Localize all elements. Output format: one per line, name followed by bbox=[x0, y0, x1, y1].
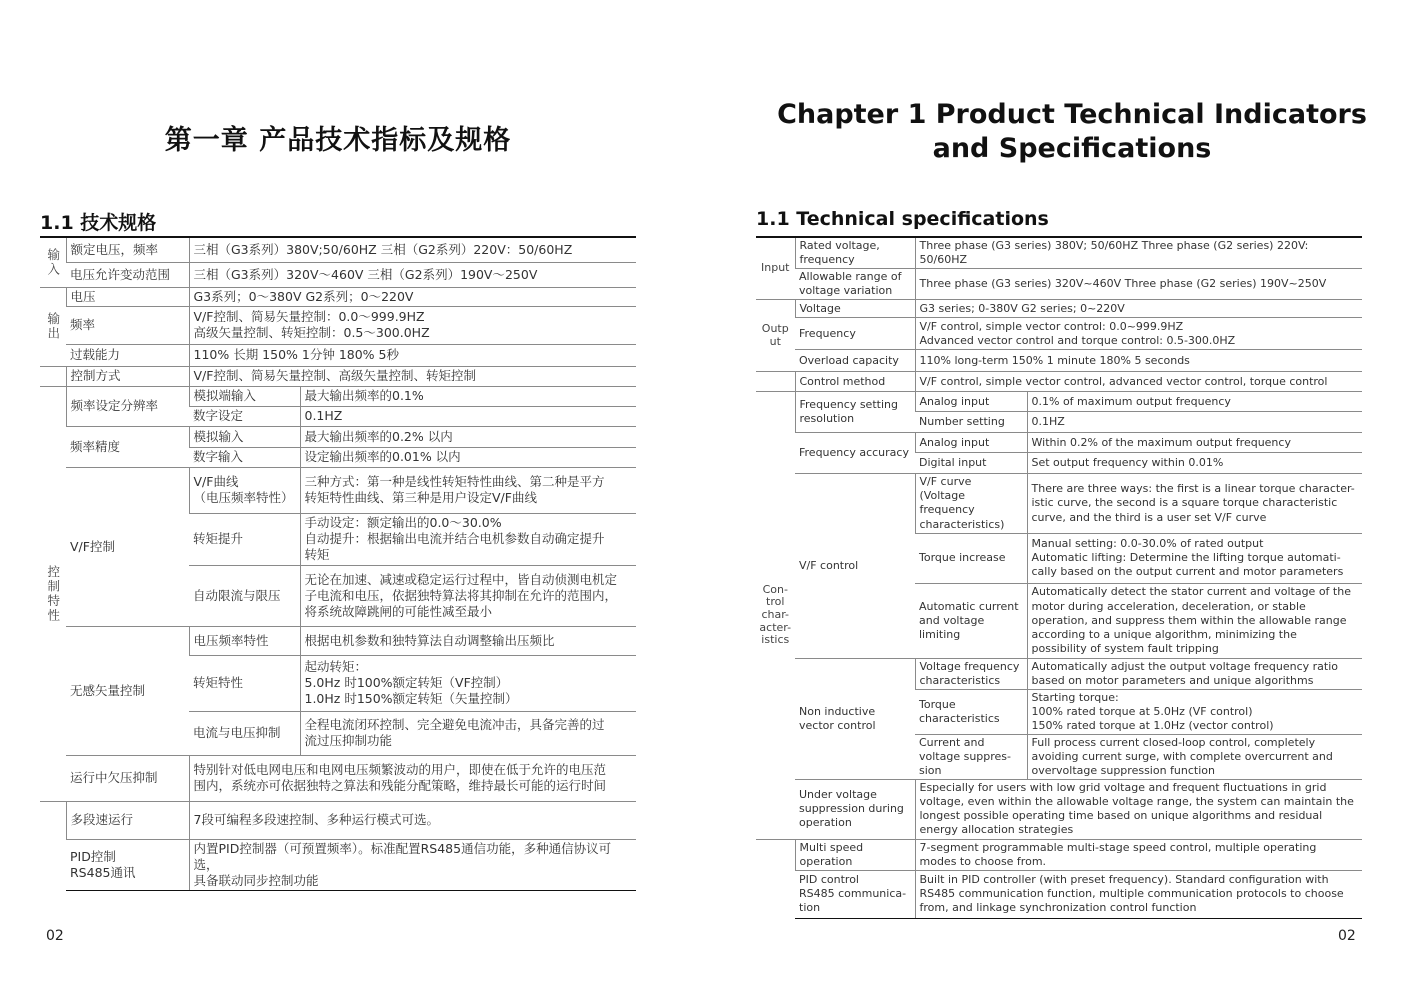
sub-label: 电流与电压抑制 bbox=[189, 711, 300, 755]
row-label: 运行中欠压抑制 bbox=[66, 755, 189, 801]
row-label: Frequency bbox=[795, 318, 915, 350]
row-label: 频率设定分辨率 bbox=[66, 386, 189, 426]
sub-value: 0.1% of maximum output frequency bbox=[1027, 392, 1362, 412]
sub-label: Analog input bbox=[915, 433, 1027, 453]
spec-table-en bbox=[756, 236, 1362, 919]
sub-label: V/F曲线 （电压频率特性） bbox=[189, 467, 300, 513]
row-label: 电压 bbox=[66, 287, 189, 306]
spec-table-cn bbox=[40, 236, 636, 891]
sub-label: Digital input bbox=[915, 453, 1027, 474]
table-row bbox=[756, 433, 1362, 453]
table-row bbox=[40, 287, 636, 306]
group-input: 输入 bbox=[40, 237, 66, 287]
row-value: 三相（G3系列）380V;50/60HZ 三相（G2系列）220V：50/60HZ bbox=[189, 237, 636, 262]
group-output: 输出 bbox=[40, 287, 66, 366]
sub-value: Starting torque: 100% rated torque at 5.0Hz (VF control) 150% rated torque at 1.0Hz (vector control) bbox=[1027, 689, 1362, 734]
table-row bbox=[756, 392, 1362, 412]
table-row bbox=[40, 262, 636, 287]
table-row bbox=[756, 300, 1362, 318]
sub-value: 最大输出频率的0.1% bbox=[300, 386, 636, 406]
sub-value: 设定输出频率的0.01% 以内 bbox=[300, 447, 636, 467]
sub-value: 无论在加速、减速或稳定运行过程中，皆自动侦测电机定 子电流和电压，依据独特算法将其抑制在允许的范围内， 将系统故障跳闸的可能性减至最小 bbox=[300, 565, 636, 626]
table-row bbox=[756, 780, 1362, 839]
row-value: 7段可编程多段速控制、多种运行模式可选。 bbox=[189, 801, 636, 839]
sub-label: 模拟端输入 bbox=[189, 386, 300, 406]
sub-value: 0.1HZ bbox=[300, 406, 636, 426]
table-row bbox=[756, 658, 1362, 689]
chapter-title: 第一章 产品技术指标及规格 bbox=[164, 125, 512, 156]
row-value: V/F control, simple vector control: 0.0~999.9HZ Advanced vector control and torque control: 0.5-300.0HZ bbox=[915, 318, 1362, 350]
group-control: 控制特性 bbox=[40, 386, 66, 801]
sub-label: Torque characteristics bbox=[915, 689, 1027, 734]
row-value: Three phase (G3 series) 380V; 50/60HZ Three phase (G2 series) 220V: 50/60HZ bbox=[915, 237, 1362, 269]
sub-value: Within 0.2% of the maximum output frequency bbox=[1027, 433, 1362, 453]
table-row bbox=[756, 474, 1362, 533]
sub-label: 转矩提升 bbox=[189, 513, 300, 565]
row-label: 频率精度 bbox=[66, 426, 189, 467]
table-row bbox=[40, 306, 636, 344]
row-label: 过载能力 bbox=[66, 344, 189, 366]
section-title: 1.1 Technical specifications bbox=[756, 208, 1049, 230]
table-row bbox=[40, 839, 636, 890]
page-number: 02 bbox=[1338, 928, 1356, 944]
group-empty bbox=[756, 372, 795, 392]
row-value: V/F控制、简易矢量控制、高级矢量控制、转矩控制 bbox=[189, 366, 636, 386]
row-label: 无感矢量控制 bbox=[66, 626, 189, 755]
group-control: Con- trol char- acter- istics bbox=[756, 392, 795, 839]
sub-value: 全程电流闭环控制、完全避免电流冲击，具备完善的过 流过压抑制功能 bbox=[300, 711, 636, 755]
table-row bbox=[40, 366, 636, 386]
right-page bbox=[702, 0, 1404, 993]
table-row bbox=[756, 318, 1362, 350]
row-value: Three phase (G3 series) 320V~460V Three phase (G2 series) 190V~250V bbox=[915, 269, 1362, 300]
row-value: 三相（G3系列）320V～460V 三相（G2系列）190V～250V bbox=[189, 262, 636, 287]
row-label: PID control RS485 communica- tion bbox=[795, 870, 915, 918]
sub-value: 手动设定：额定输出的0.0～30.0% 自动提升：根据输出电流并结合电机参数自动确定提升 转矩 bbox=[300, 513, 636, 565]
sub-label: 电压频率特性 bbox=[189, 626, 300, 655]
table-row bbox=[40, 344, 636, 366]
table-row bbox=[40, 755, 636, 801]
table-row bbox=[40, 626, 636, 655]
row-label: 电压允许变动范围 bbox=[66, 262, 189, 287]
table-row bbox=[40, 426, 636, 447]
table-row bbox=[756, 372, 1362, 392]
table-row bbox=[756, 870, 1362, 918]
row-value: V/F控制、简易矢量控制：0.0～999.9HZ 高级矢量控制、转矩控制：0.5～300.0HZ bbox=[189, 306, 636, 344]
group-output: Outp ut bbox=[756, 300, 795, 372]
sub-label: 自动限流与限压 bbox=[189, 565, 300, 626]
row-label: Multi speed operation bbox=[795, 839, 915, 870]
row-value: G3系列；0～380V G2系列；0～220V bbox=[189, 287, 636, 306]
sub-label: 模拟输入 bbox=[189, 426, 300, 447]
sub-value: 起动转矩： 5.0Hz 时100%额定转矩（VF控制） 1.0Hz 时150%额定转矩（矢量控制） bbox=[300, 655, 636, 711]
group-empty bbox=[756, 839, 795, 918]
row-label: V/F control bbox=[795, 474, 915, 658]
section-title: 1.1 技术规格 bbox=[40, 212, 157, 234]
row-label: Voltage bbox=[795, 300, 915, 318]
table-row bbox=[756, 839, 1362, 870]
sub-label: Number setting bbox=[915, 412, 1027, 433]
row-label: Non inductive vector control bbox=[795, 658, 915, 780]
row-label: PID控制 RS485通讯 bbox=[66, 839, 189, 890]
table-row bbox=[756, 237, 1362, 269]
row-label: 控制方式 bbox=[66, 366, 189, 386]
sub-value: Automatically detect the stator current and voltage of the motor during acceleration, deceleration, or stable operation, and suppress them within the allowable range according to a unique algorithm, minimizing the possibility of system fault tripping bbox=[1027, 583, 1362, 658]
sub-value: 根据电机参数和独特算法自动调整输出压频比 bbox=[300, 626, 636, 655]
sub-label: Torque increase bbox=[915, 533, 1027, 583]
sub-label: Voltage frequency characteristics bbox=[915, 658, 1027, 689]
sub-label: Current and voltage suppres- sion bbox=[915, 735, 1027, 780]
sub-label: 数字设定 bbox=[189, 406, 300, 426]
row-label: Control method bbox=[795, 372, 915, 392]
group-input: Input bbox=[756, 237, 795, 300]
chapter-title: Chapter 1 Product Technical Indicators and Specifications bbox=[777, 99, 1367, 164]
sub-value: There are three ways: the first is a linear torque character- istic curve, the second is a square torque characteristic curve, and the third is a user set V/F curve bbox=[1027, 474, 1362, 533]
table-row bbox=[40, 386, 636, 406]
sub-value: Full process current closed-loop control, completely avoiding current surge, with complete overcurrent and overvoltage suppression function bbox=[1027, 735, 1362, 780]
sub-value: Automatically adjust the output voltage frequency ratio based on motor parameters and unique algorithms bbox=[1027, 658, 1362, 689]
table-row bbox=[756, 269, 1362, 300]
row-value: Especially for users with low grid voltage and frequent fluctuations in grid voltage, even within the allowable voltage range, the system can maintain the longest possible operating time based on unique algorithms and residual energy allocation strategies bbox=[915, 780, 1362, 839]
row-value: 7-segment programmable multi-stage speed control, multiple operating modes to choose from. bbox=[915, 839, 1362, 870]
sub-label: Automatic current and voltage limiting bbox=[915, 583, 1027, 658]
sub-value: 0.1HZ bbox=[1027, 412, 1362, 433]
table-row bbox=[756, 350, 1362, 372]
row-value: 110% long-term 150% 1 minute 180% 5 seconds bbox=[915, 350, 1362, 372]
table-row bbox=[40, 801, 636, 839]
row-value: 特别针对低电网电压和电网电压频繁波动的用户，即使在低于允许的电压范 围内，系统亦可依据独特之算法和残能分配策略，维持最长可能的运行时间 bbox=[189, 755, 636, 801]
row-value: V/F control, simple vector control, advanced vector control, torque control bbox=[915, 372, 1362, 392]
row-value: 110% 长期 150% 1分钟 180% 5秒 bbox=[189, 344, 636, 366]
row-label: Overload capacity bbox=[795, 350, 915, 372]
row-value: G3 series; 0-380V G2 series; 0~220V bbox=[915, 300, 1362, 318]
row-label: Frequency accuracy bbox=[795, 433, 915, 474]
row-label: Under voltage suppression during operation bbox=[795, 780, 915, 839]
row-label: 频率 bbox=[66, 306, 189, 344]
row-value: Built in PID controller (with preset frequency). Standard configuration with RS485 communication function, multiple communication protocols to choose from, and linkage synchronization control function bbox=[915, 870, 1362, 918]
page-number: 02 bbox=[46, 928, 64, 944]
sub-value: Manual setting: 0.0-30.0% of rated output Automatic lifting: Determine the lifting torque automati- cally based on the output current and motor parameters bbox=[1027, 533, 1362, 583]
row-label: Allowable range of voltage variation bbox=[795, 269, 915, 300]
row-label: 额定电压，频率 bbox=[66, 237, 189, 262]
sub-label: Analog input bbox=[915, 392, 1027, 412]
sub-value: Set output frequency within 0.01% bbox=[1027, 453, 1362, 474]
sub-label: V/F curve (Voltage frequency characteristics) bbox=[915, 474, 1027, 533]
row-label: Frequency setting resolution bbox=[795, 392, 915, 433]
row-label: Rated voltage, frequency bbox=[795, 237, 915, 269]
sub-value: 最大输出频率的0.2% 以内 bbox=[300, 426, 636, 447]
sub-label: 转矩特性 bbox=[189, 655, 300, 711]
group-empty bbox=[40, 366, 66, 386]
sub-value: 三种方式：第一种是线性转矩特性曲线、第二种是平方 转矩特性曲线、第三种是用户设定V/F曲线 bbox=[300, 467, 636, 513]
table-row bbox=[40, 237, 636, 262]
row-label: 多段速运行 bbox=[66, 801, 189, 839]
row-label: V/F控制 bbox=[66, 467, 189, 626]
sub-label: 数字输入 bbox=[189, 447, 300, 467]
table-row bbox=[40, 467, 636, 513]
row-value: 内置PID控制器（可预置频率）。标准配置RS485通信功能，多种通信协议可选， 具备联动同步控制功能 bbox=[189, 839, 636, 890]
group-empty bbox=[40, 801, 66, 890]
